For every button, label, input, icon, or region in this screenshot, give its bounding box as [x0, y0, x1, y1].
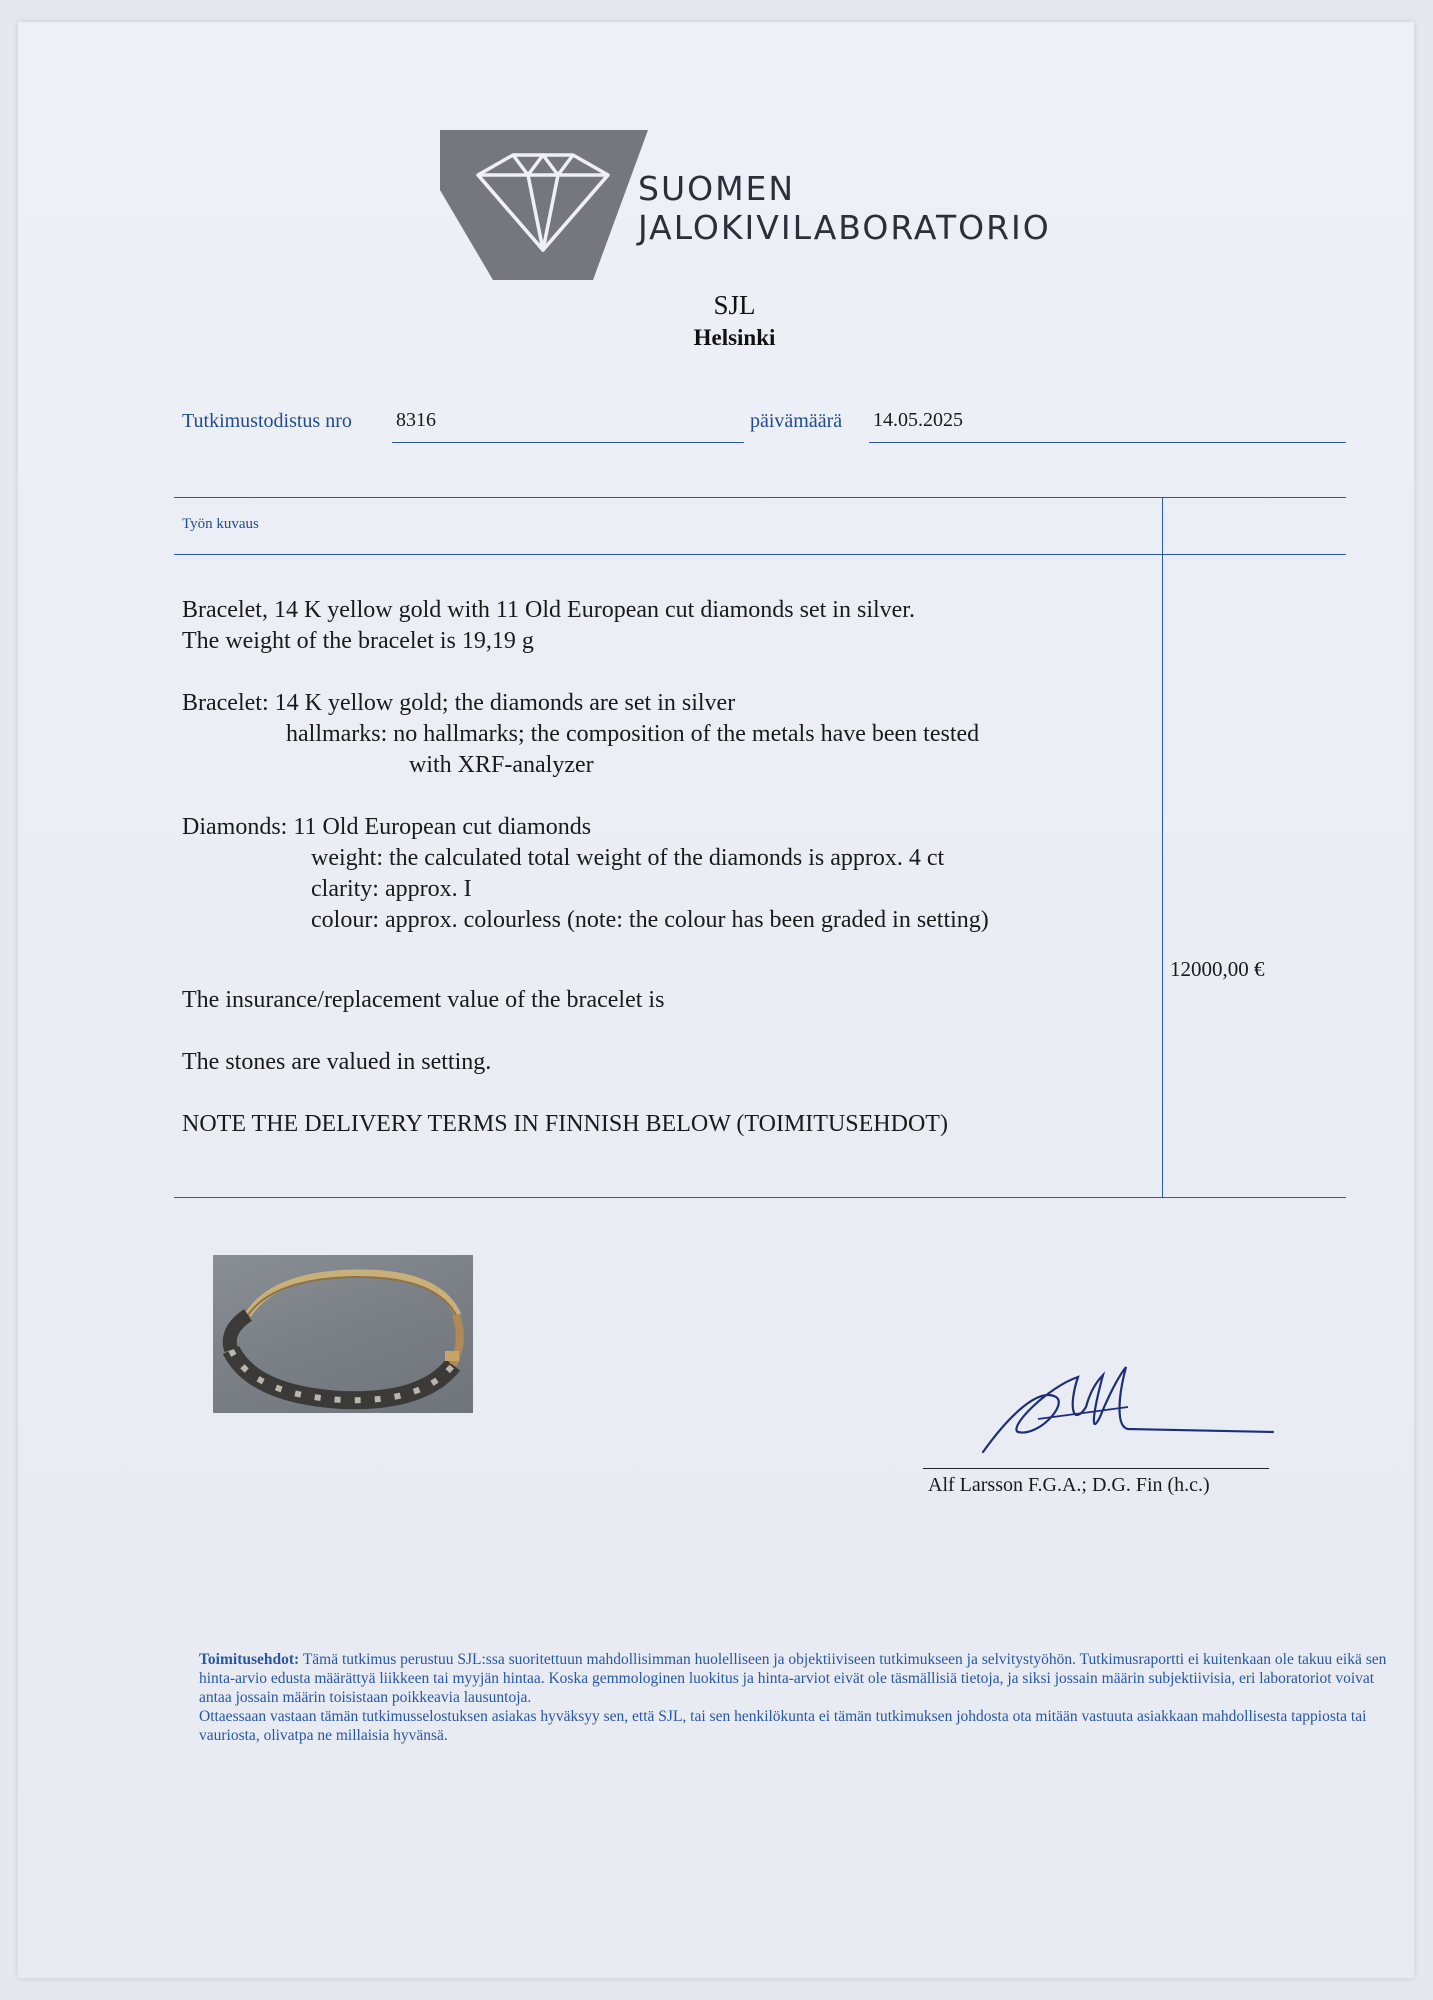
diamond-clarity-line: clarity: approx. I: [311, 876, 472, 902]
table-bottom-border: [174, 1197, 1346, 1198]
valued-in-setting-line: The stones are valued in setting.: [182, 1049, 492, 1075]
diamond-weight-line: weight: the calculated total weight of the diamonds is approx. 4 ct: [311, 845, 945, 871]
table-header-border: [174, 554, 1346, 555]
lab-abbreviation: SJL: [713, 290, 756, 320]
date-underline: [869, 442, 1346, 443]
lab-city: Helsinki: [693, 325, 776, 350]
diamonds-line: Diamonds: 11 Old European cut diamonds: [182, 814, 592, 840]
xrf-line: with XRF-analyzer: [409, 752, 594, 778]
insurance-value-line: The insurance/replacement value of the bracelet is: [182, 987, 665, 1013]
table-top-border: [174, 497, 1346, 498]
work-description-label: Työn kuvaus: [182, 516, 259, 532]
diamond-icon: [438, 130, 648, 280]
delivery-terms: [199, 1650, 1391, 1745]
bracelet-metal-line: Bracelet: 14 K yellow gold; the diamonds are set in silver: [182, 690, 736, 716]
delivery-terms-text-1: Tämä tutkimus perustuu SJL:ssa suoritettuun mahdollisimman huolelliseen ja objektiiviseen tutkimukseen ja selvitystyöhön. Tutkimusraportti ei kuitenkaan ole takuu eikä sen hinta-arvio edusta määrättyä liikkeen tai myyjän hintaa. Koska gemmologinen luokitus ja hinta-arviot eivät ole täsmällisiä tietoja, ja siksi jossain määrin subjektiivisia, eri laboratoriot voivat antaa jossain määrin toisistaan poikkeavia lausuntoja.: [199, 1651, 1387, 1706]
date-label: päivämäärä: [750, 410, 843, 432]
description-line-2: The weight of the bracelet is 19,19 g: [182, 628, 534, 654]
hallmarks-line: hallmarks: no hallmarks; the composition of the metals have been tested: [286, 721, 980, 747]
table-column-divider: [1162, 497, 1163, 1197]
description-line-1: Bracelet, 14 K yellow gold with 11 Old European cut diamonds set in silver.: [182, 597, 915, 623]
date-value: 14.05.2025: [873, 409, 963, 431]
bracelet-photo: [213, 1255, 473, 1413]
insurance-value: 12000,00 €: [1170, 957, 1265, 981]
signature-mark: [978, 1357, 1278, 1467]
delivery-terms-text-2: Ottaessaan vastaan tämän tutkimusselostuksen asiakas hyväksyy sen, että SJL, tai sen henkilökunta ei tämän tutkimuksen johdosta ota mitään vastuuta asiakkaan mahdollisesta tappiosta tai vauriosta, olivatpa ne millaisia hyvänsä.: [199, 1708, 1367, 1744]
certificate-number: 8316: [396, 409, 436, 431]
logo-name-line-2: JALOKIVILABORATORIO: [638, 208, 1051, 247]
signature-line: [923, 1468, 1269, 1469]
certificate-number-underline: [392, 442, 744, 443]
diamond-colour-line: colour: approx. colourless (note: the colour has been graded in setting): [311, 907, 989, 933]
certificate-page: [18, 22, 1414, 1978]
delivery-terms-note: NOTE THE DELIVERY TERMS IN FINNISH BELOW (TOIMITUSEHDOT): [182, 1111, 948, 1137]
certificate-number-label: Tutkimustodistus nro: [182, 410, 352, 432]
signatory-name: Alf Larsson F.G.A.; D.G. Fin (h.c.): [928, 1474, 1210, 1496]
logo-name-line-1: SUOMEN: [638, 169, 796, 208]
bracelet-illustration: [213, 1255, 473, 1413]
delivery-terms-title: Toimitusehdot:: [199, 1651, 300, 1668]
